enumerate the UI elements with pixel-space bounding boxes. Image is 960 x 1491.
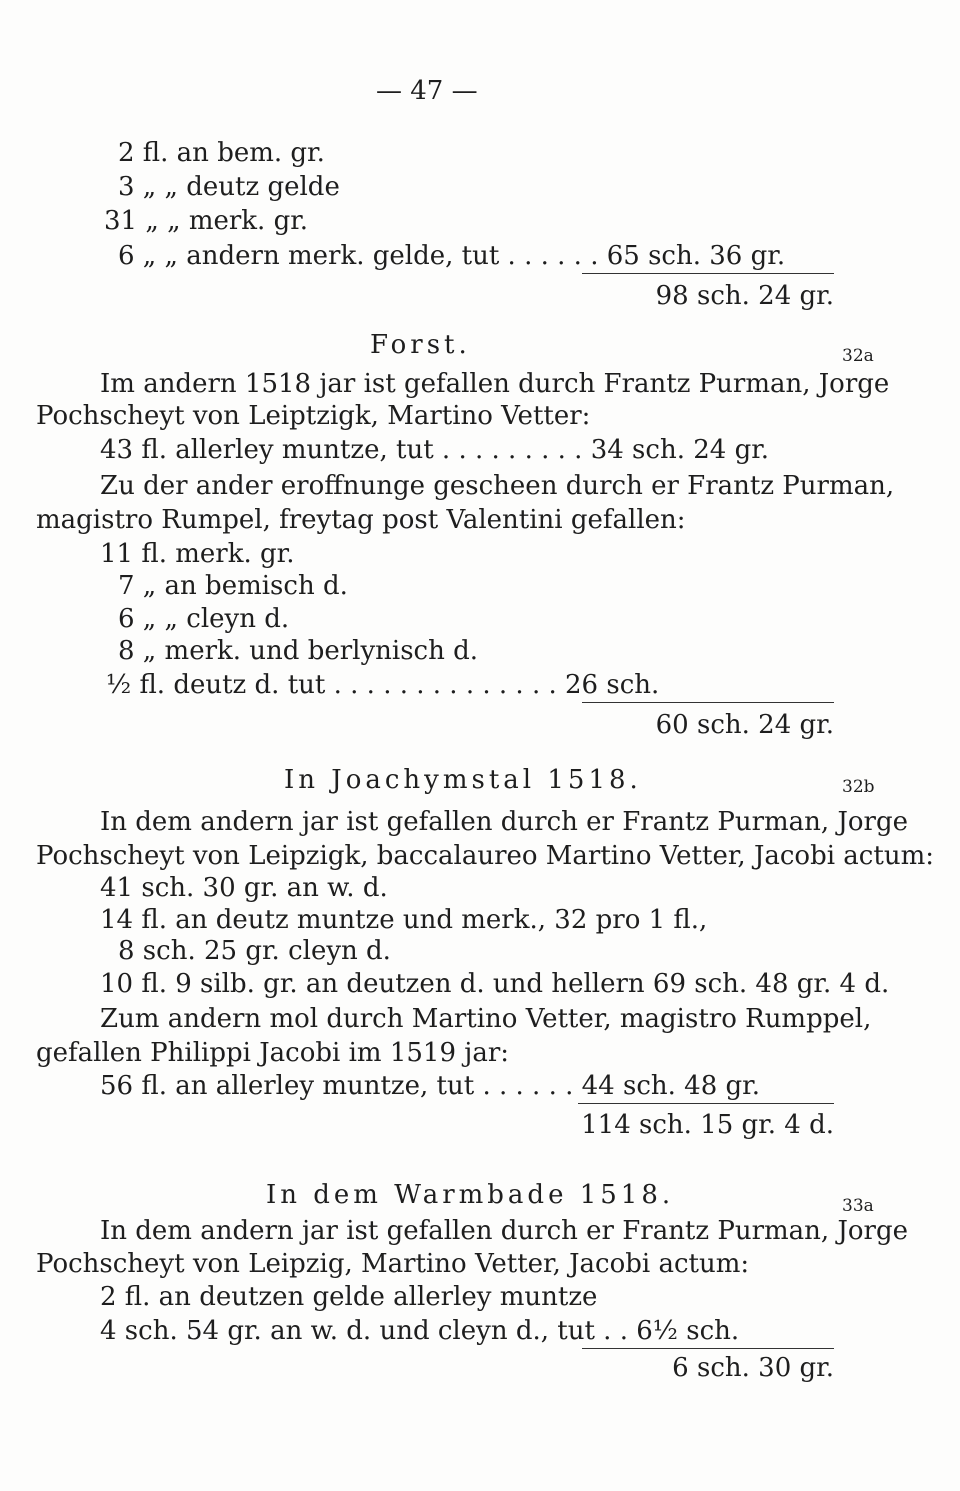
joachymstal-p2-line-2: gefallen Philippi Jacobi im 1519 jar: [36, 1038, 510, 1068]
forst-item-3: 7 „ an bemisch d. [118, 571, 348, 601]
joachymstal-item-1: 41 sch. 30 gr. an w. d. [100, 873, 388, 903]
warmbade-sum-rule [582, 1348, 834, 1349]
top-line-4: 6 „ „ andern merk. gelde, tut . . . . . . 65 sch. 36 gr. [118, 241, 786, 271]
forst-margin-note: 32a [842, 346, 874, 366]
page-number: — 47 — [376, 76, 478, 106]
forst-p1-line-2: Pochscheyt von Leiptzigk, Martino Vetter: [36, 401, 591, 431]
warmbade-item-2: 4 sch. 54 gr. an w. d. und cleyn d., tut . . 6½ sch. [100, 1316, 740, 1346]
joachymstal-margin-note: 32b [842, 777, 875, 797]
forst-item-2: 11 fl. merk. gr. [100, 539, 295, 569]
forst-total: 60 sch. 24 gr. [655, 710, 834, 740]
joachymstal-p1-line-1: In dem andern jar ist gefallen durch er Frantz Purman, Jorge [100, 807, 908, 837]
top-sum-rule [582, 273, 834, 274]
forst-item-5: 8 „ merk. und berlynisch d. [118, 636, 479, 666]
joachymstal-heading: In Joachymstal 1518. [284, 765, 642, 795]
top-line-2: 3 „ „ deutz gelde [118, 172, 340, 202]
joachymstal-p1-line-2: Pochscheyt von Leipzigk, baccalaureo Martino Vetter, Jacobi actum: [36, 841, 934, 871]
warmbade-item-1: 2 fl. an deutzen gelde allerley muntze [100, 1282, 598, 1312]
forst-item-1: 43 fl. allerley muntze, tut . . . . . . . . . 34 sch. 24 gr. [100, 435, 770, 465]
joachymstal-item-3: 8 sch. 25 gr. cleyn d. [118, 936, 391, 966]
joachymstal-item-5: 56 fl. an allerley muntze, tut . . . . . . 44 sch. 48 gr. [100, 1071, 760, 1101]
joachymstal-item-2: 14 fl. an deutz muntze und merk., 32 pro 1 fl., [100, 905, 708, 935]
warmbade-total: 6 sch. 30 gr. [672, 1353, 834, 1383]
warmbade-heading: In dem Warmbade 1518. [266, 1180, 675, 1210]
forst-sum-rule [582, 702, 834, 703]
forst-item-6: ½ fl. deutz d. tut . . . . . . . . . . . . . . 26 sch. [106, 670, 660, 700]
joachymstal-p2-line-1: Zum andern mol durch Martino Vetter, magistro Rumppel, [100, 1004, 872, 1034]
forst-p1-line-1: Im andern 1518 jar ist gefallen durch Frantz Purman, Jorge [100, 369, 890, 399]
forst-heading: Forst. [370, 330, 471, 360]
top-line-1: 2 fl. an bem. gr. [118, 138, 325, 168]
joachymstal-item-4: 10 fl. 9 silb. gr. an deutzen d. und hellern 69 sch. 48 gr. 4 d. [100, 969, 890, 999]
warmbade-p1-line-1: In dem andern jar ist gefallen durch er Frantz Purman, Jorge [100, 1216, 908, 1246]
forst-item-4: 6 „ „ cleyn d. [118, 604, 290, 634]
joachymstal-total: 114 sch. 15 gr. 4 d. [581, 1110, 834, 1140]
forst-p2-line-1: Zu der ander eroffnunge gescheen durch er Frantz Purman, [100, 471, 895, 501]
warmbade-margin-note: 33a [842, 1196, 874, 1216]
warmbade-p1-line-2: Pochscheyt von Leipzig, Martino Vetter, Jacobi actum: [36, 1249, 750, 1279]
forst-p2-line-2: magistro Rumpel, freytag post Valentini gefallen: [36, 505, 686, 535]
joachymstal-sum-rule [578, 1103, 834, 1104]
top-line-3: 31 „ „ merk. gr. [104, 206, 309, 236]
top-total: 98 sch. 24 gr. [655, 281, 834, 311]
